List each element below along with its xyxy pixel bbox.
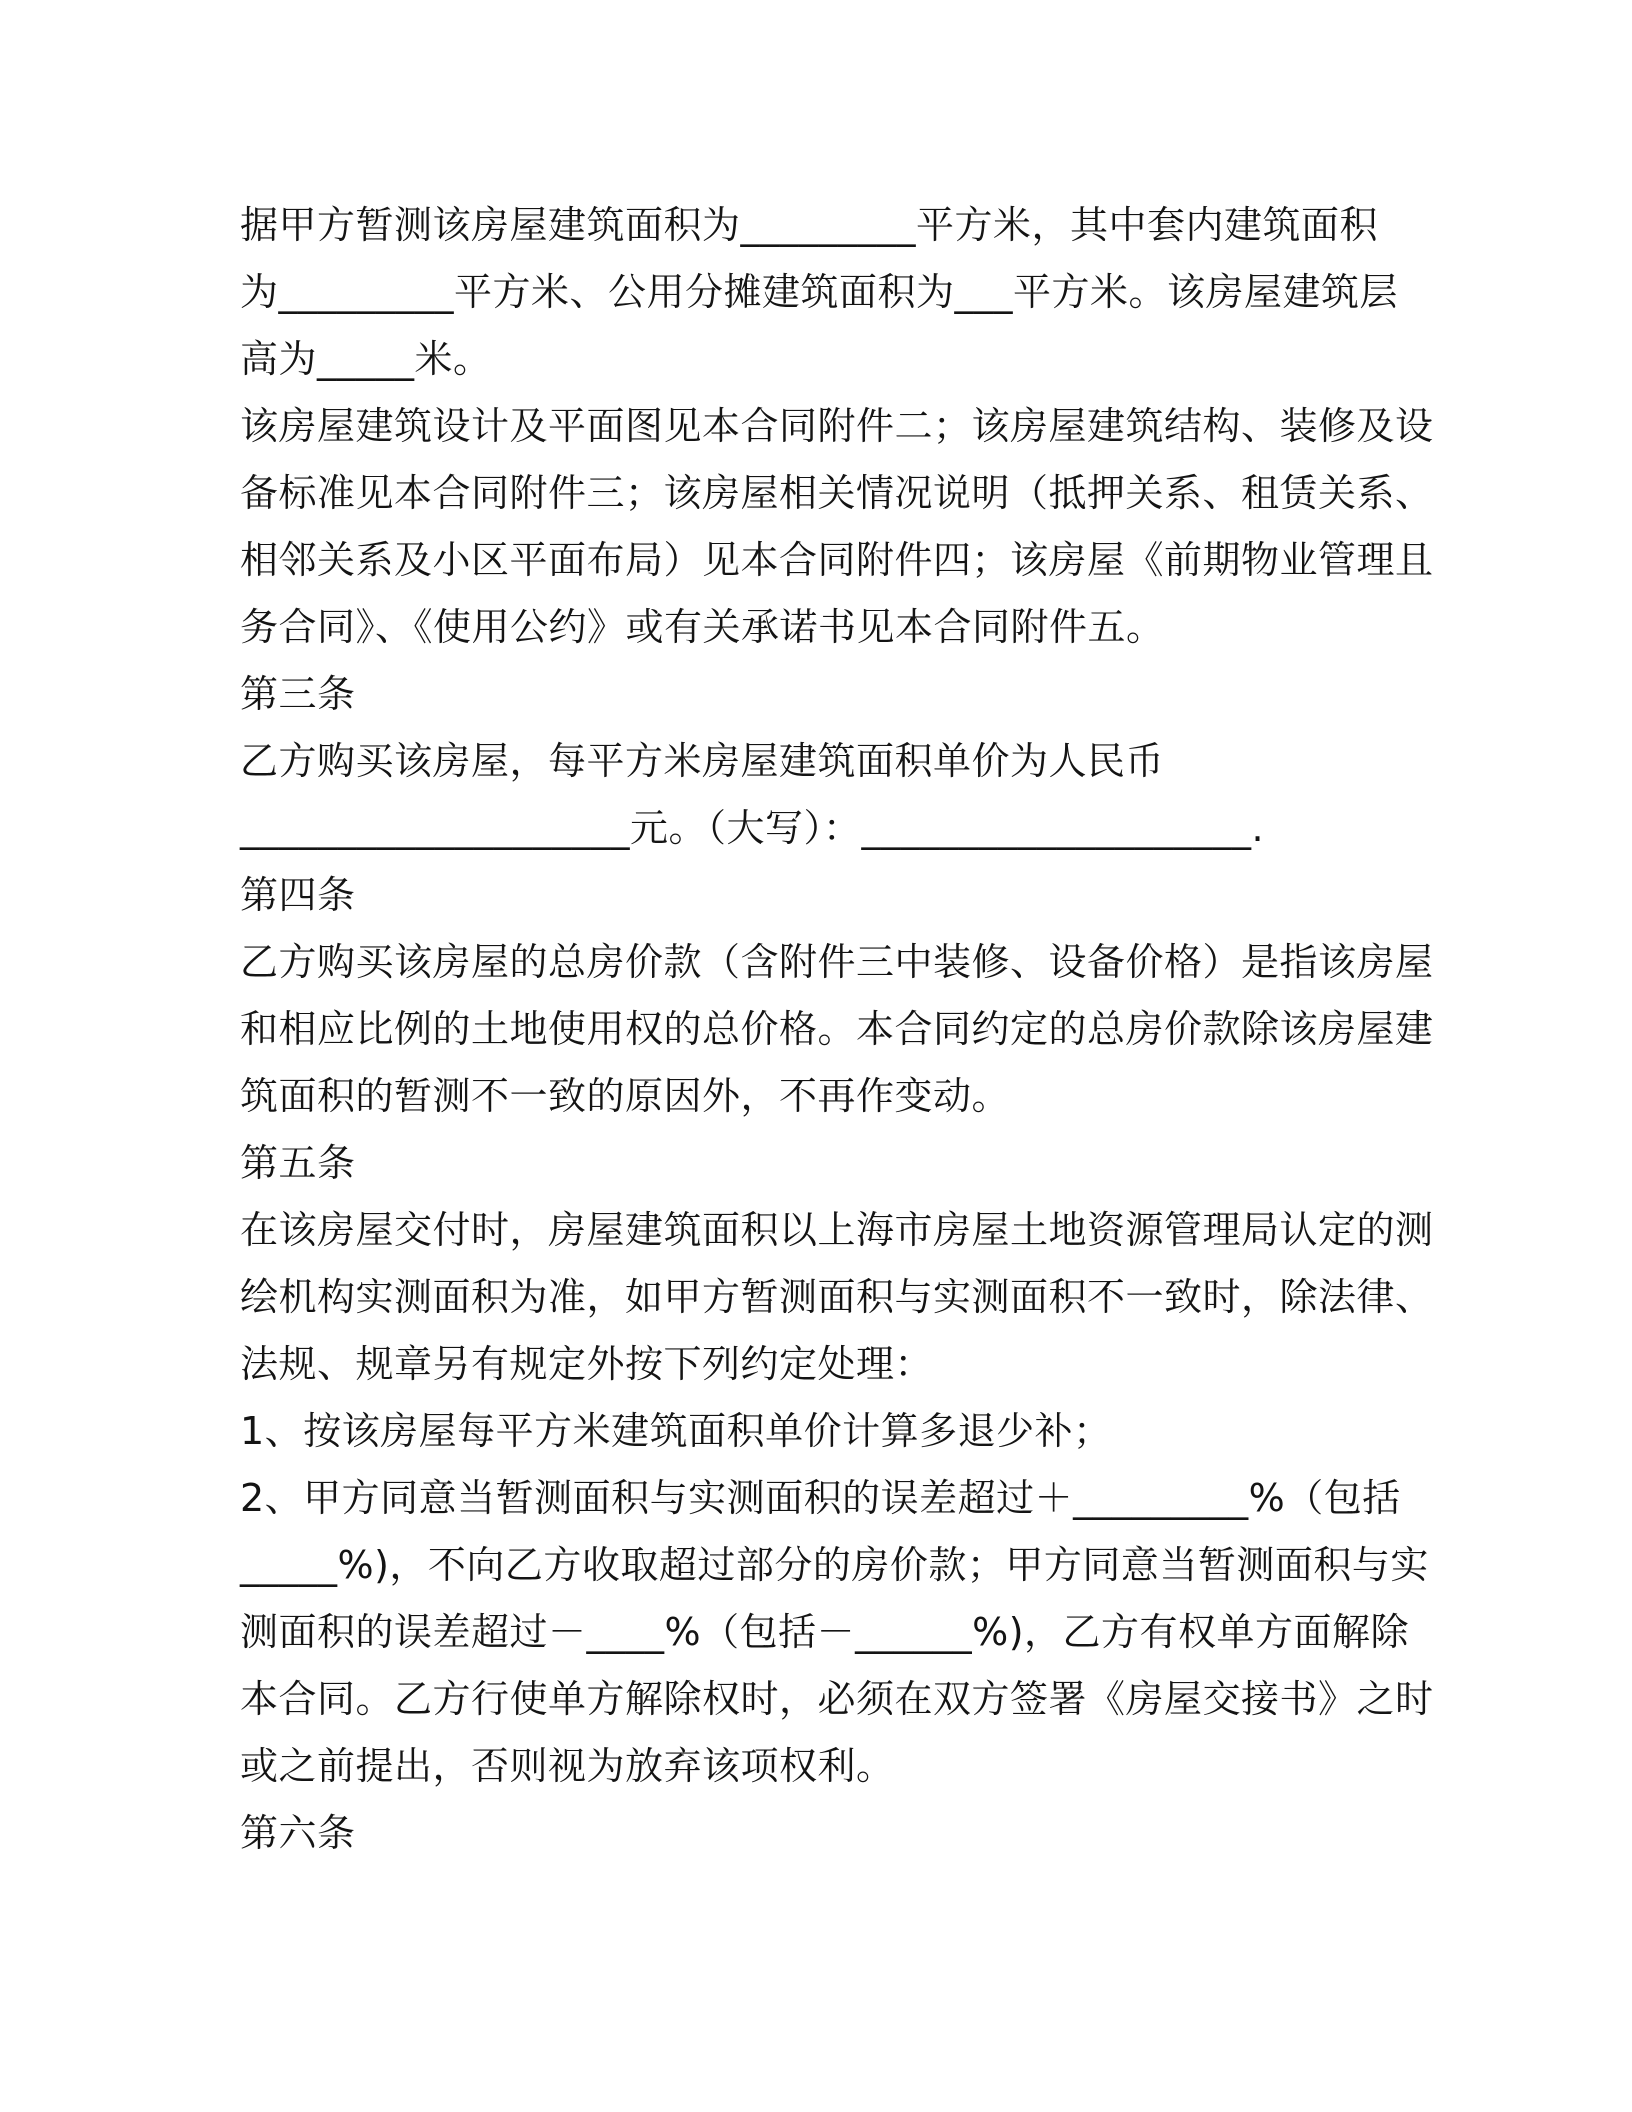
text-line: 测面积的误差超过－____%（包括－______%)，乙方有权单方面解除 — [240, 1610, 1410, 1654]
text-line: 在该房屋交付时，房屋建筑面积以上海市房屋土地资源管理局认定的测 — [240, 1208, 1434, 1252]
text-line: 乙方购买该房屋，每平方米房屋建筑面积单价为人民币 — [240, 739, 1165, 783]
text-line: 据甲方暂测该房屋建筑面积为_________平方米，其中套内建筑面积 — [240, 203, 1379, 247]
text-line: 本合同。乙方行使单方解除权时，必须在双方签署《房屋交接书》之时 — [240, 1677, 1434, 1721]
text-line: 和相应比例的土地使用权的总价格。本合同约定的总房价款除该房屋建 — [240, 1007, 1434, 1051]
article-heading-6: 第六条 — [240, 1811, 356, 1855]
text-line: 绘机构实测面积为准，如甲方暂测面积与实测面积不一致时，除法律、 — [240, 1275, 1434, 1319]
article-heading-4: 第四条 — [240, 873, 356, 917]
list-item: 1、按该房屋每平方米建筑面积单价计算多退少补； — [240, 1409, 1112, 1453]
text-line: 务合同》、《使用公约》或有关承诺书见本合同附件五。 — [240, 605, 1165, 649]
text-line: 相邻关系及小区平面布局）见本合同附件四；该房屋《前期物业管理且 — [240, 538, 1434, 582]
list-item: 2、甲方同意当暂测面积与实测面积的误差超过＋_________%（包括 — [240, 1476, 1401, 1520]
text-line: 或之前提出，否则视为放弃该项权利。 — [240, 1744, 895, 1788]
article-heading-5: 第五条 — [240, 1141, 356, 1185]
text-line: 为_________平方米、公用分摊建筑面积为___平方米。该房屋建筑层 — [240, 270, 1399, 314]
text-line: 备标准见本合同附件三；该房屋相关情况说明（抵押关系、租赁关系、 — [240, 471, 1434, 515]
text-line: 乙方购买该房屋的总房价款（含附件三中装修、设备价格）是指该房屋 — [240, 940, 1434, 984]
article-heading-3: 第三条 — [240, 672, 356, 716]
document-body — [240, 192, 1434, 1867]
text-line: 筑面积的暂测不一致的原因外，不再作变动。 — [240, 1074, 1011, 1118]
text-line: 该房屋建筑设计及平面图见本合同附件二；该房屋建筑结构、装修及设 — [240, 404, 1434, 448]
text-line: 高为_____米。 — [240, 337, 492, 381]
text-line: _____%)，不向乙方收取超过部分的房价款；甲方同意当暂测面积与实 — [240, 1543, 1429, 1587]
text-line: 法规、规章另有规定外按下列约定处理： — [240, 1342, 934, 1386]
text-line: ____________________元。（大写）：____________________. — [240, 806, 1265, 850]
